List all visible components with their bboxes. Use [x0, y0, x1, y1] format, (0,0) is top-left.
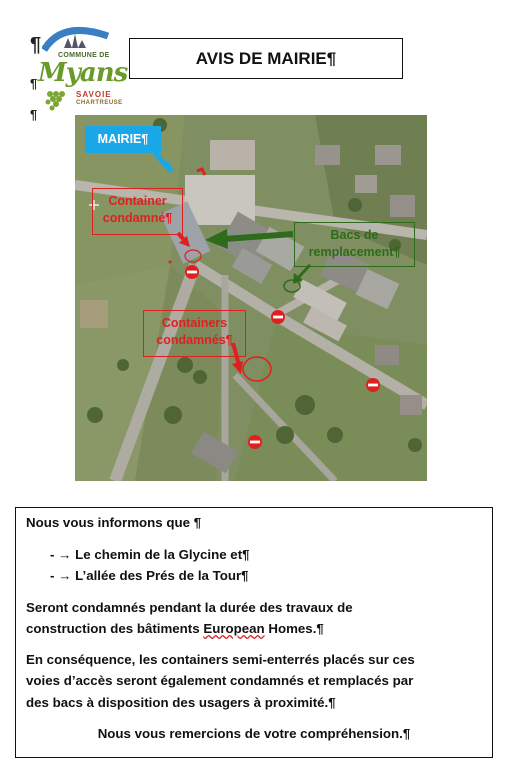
- list-item: [50, 544, 250, 565]
- list-item: [50, 565, 249, 586]
- logo-town-name: Myans: [38, 58, 128, 88]
- containers-condamnes-label: Containers condamnés¶: [143, 310, 246, 357]
- grape-icon: [40, 88, 72, 114]
- notice-thanks: Nous vous remercions de votre compréhension.¶: [97, 726, 411, 741]
- pilcrow-mark: ¶: [30, 76, 38, 91]
- notice-intro: Nous vous informons que ¶: [26, 515, 202, 530]
- page-title: AVIS DE MAIRIE¶: [129, 38, 403, 79]
- mairie-callout: MAIRIE¶: [85, 126, 161, 153]
- no-entry-sign: [248, 435, 262, 449]
- commune-logo: [36, 22, 128, 118]
- aerial-map: [75, 115, 427, 481]
- container-condamne-label: Container condamné¶: [92, 188, 183, 235]
- street-name: Le chemin de la Glycine et¶: [75, 547, 250, 562]
- no-entry-sign: [366, 378, 380, 392]
- logo-chartreuse: CHARTREUSE: [76, 100, 123, 106]
- bullet-marker: - →: [50, 547, 72, 562]
- aerial-photo: [75, 115, 427, 481]
- logo-savoie: SAVOIE: [76, 90, 112, 99]
- notice-box: [15, 507, 493, 758]
- notice-paragraph-works: Seront condamnés pendant la durée des travaux de construction des bâtiments European Homes.¶: [26, 600, 353, 637]
- no-entry-sign: [271, 310, 285, 324]
- no-entry-sign: [185, 265, 199, 279]
- pilcrow-mark: ¶: [30, 34, 42, 56]
- logo-arc-icon: [42, 22, 110, 52]
- bacs-remplacement-label: Bacs de remplacement¶: [294, 222, 415, 267]
- pilcrow-mark: ¶: [30, 107, 38, 122]
- notice-paragraph-consequence: En conséquence, les containers semi-enterrés placés sur ces voies d’accès seront également condamnés et remplacés par des bacs à disposition des usagers à proximité.¶: [26, 652, 415, 710]
- bullet-marker: - →: [50, 568, 72, 583]
- street-name: L’allée des Prés de la Tour¶: [75, 568, 249, 583]
- logo-commune-de: COMMUNE DE: [58, 52, 110, 59]
